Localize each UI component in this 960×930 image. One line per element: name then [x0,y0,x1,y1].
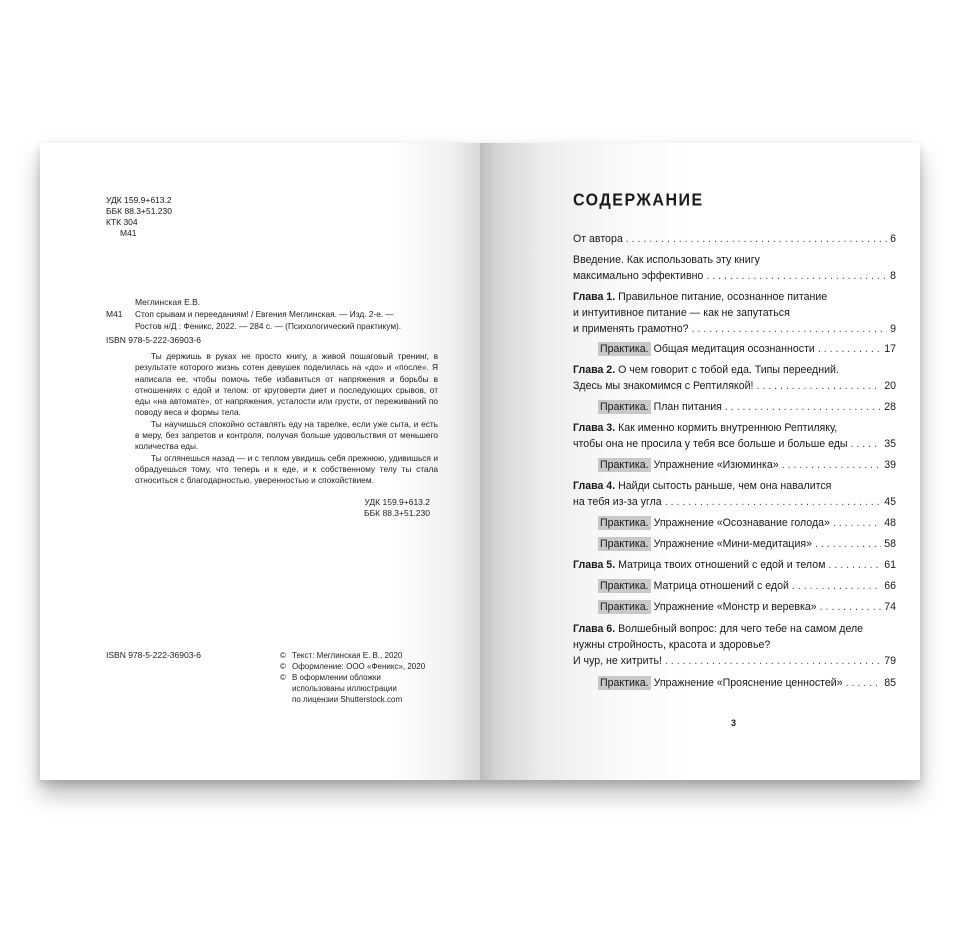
catalog-line-1: Стоп срывам и перееданиям! / Евгения Меглинская. — Изд. 2-е. — [135,309,394,319]
toc-entry-ch4[interactable]: на тебя из-за угла . . . 45 [573,495,896,509]
copyright-line-2: © Оформление: ООО «Феникс», 2020 [280,662,426,671]
toc-entry-ch4-practice-2[interactable]: Практика. Упражнение «Мини-медитация» . . . 58 [600,537,896,551]
practice-label: Практика. [600,401,649,413]
copyright-line-4: использованы иллюстрации [292,684,397,693]
practice-label: Практика. [600,517,649,529]
toc-entry-from-author[interactable]: От автора . . . 6 [573,232,896,246]
toc-entry-ch1[interactable]: и применять грамотно? . . . 9 [573,322,896,336]
toc-entry-intro[interactable]: максимально эффективно . . . 8 [573,269,896,283]
copyright-block [280,650,460,705]
contents-title: СОДЕРЖАНИЕ [573,191,704,211]
practice-label: Практика. [600,677,649,689]
author-heading: Меглинская Е.В. [135,297,201,307]
toc-entry-ch6-line2[interactable]: нужны стройность, красота и здоровье? [573,639,771,651]
toc-entry-ch2-practice[interactable]: Практика. План питания . . . 28 [600,400,896,414]
annotation-paragraph-2: Ты научишься спокойно оставлять еду на тарелке, если уже сыта, и есть в меру, без запретов и контроля, получая больше удовольствия от меньшего количества еды. [135,418,438,452]
toc-entry-ch5-practice-2[interactable]: Практика. Упражнение «Монстр и веревка» . . . 74 [600,600,896,614]
copyright-symbol: © [280,673,286,682]
classification-bottom [290,497,430,519]
isbn-bottom: ISBN 978-5-222-36903-6 [106,650,201,660]
annotation-paragraph-1: Ты держишь в руках не просто книгу, а живой пошаговый тренинг, в результате которого жизнь сотен девушек поделилась на «до» и «после». Я написала ее, чтобы помочь тебе избавиться от напряжения и борьбы в отношениях с едой и телом: от круговерти диет и последующих срывов, от еды «на автомате», от напряжения, усталости или грусти, от переживаний по поводу веса и формы тела. [135,351,438,418]
udk-bottom: УДК 159.9+613.2 [364,497,430,507]
practice-label: Практика. [600,343,649,355]
toc-entry-ch2-line1[interactable]: Глава 2. О чем говорит с тобой еда. Типы переедний. [573,364,839,376]
catalog-line-2: Ростов н/Д : Феникс, 2022. — 284 с. — (Психологический практикум). [135,321,402,331]
toc-entry-ch5[interactable]: Глава 5. Матрица твоих отношений с едой и телом . . . 61 [573,558,896,572]
copyright-line-5: по лицензии Shutterstock.com [292,695,403,704]
open-book-spread [40,143,920,780]
toc-entry-ch4-line1[interactable]: Глава 4. Найди сытость раньше, чем она навалится [573,480,832,492]
toc-entry-ch3[interactable]: чтобы она не просила у тебя все больше и больше еды . . . 35 [573,437,896,451]
annotation-paragraph-3: Ты оглянешься назад — и с теплом увидишь себя прежнюю, удивишься и обрадуешься тому, что теперь и к еде, и к собственному телу ты стала относиться с благодарностью, уверенностью и спокойствием. [135,452,438,486]
ktk-code: КТК 304 [106,217,138,227]
toc-entry-ch6[interactable]: И чур, не хитрить! . . . 79 [573,654,896,668]
copyright-line-1: © Текст: Меглинская Е. В., 2020 [280,651,403,660]
udk-code: УДК 159.9+613.2 [106,195,172,205]
isbn-top: ISBN 978-5-222-36903-6 [106,335,201,345]
contents-page [480,143,920,780]
toc-entry-ch6-line1[interactable]: Глава 6. Волшебный вопрос: для чего тебе на самом деле [573,623,864,635]
toc-entry-intro-line1[interactable]: Введение. Как использовать эту книгу [573,254,760,266]
toc-entry-ch4-practice-1[interactable]: Практика. Упражнение «Осознавание голода» . . . 48 [600,516,896,530]
toc-entry-ch1-line2[interactable]: и интуитивное питание — как не запутаться [573,307,790,319]
toc-entry-ch3-line1[interactable]: Глава 3. Как именно кормить внутреннюю Рептиляку, [573,422,838,434]
page-number: 3 [731,718,737,728]
imprint-page [40,143,480,780]
practice-label: Практика. [600,459,649,471]
copyright-symbol: © [280,651,286,660]
catalog-code: М41 [106,309,123,319]
author-sign: М41 [120,228,137,238]
toc-entry-ch5-practice-1[interactable]: Практика. Матрица отношений с едой . . . 66 [600,579,896,593]
toc-entry-ch1-line1[interactable]: Глава 1. Правильное питание, осознанное питание [573,291,828,303]
practice-label: Практика. [600,538,649,550]
copyright-line-3: © В оформлении обложки [280,673,381,682]
annotation [135,351,438,487]
practice-label: Практика. [600,580,649,592]
bbk-code: ББК 88.3+51.230 [106,206,172,216]
toc-entry-ch3-practice[interactable]: Практика. Упражнение «Изюминка» . . . 39 [600,458,896,472]
bbk-bottom: ББК 88.3+51.230 [364,508,430,518]
practice-label: Практика. [600,601,649,613]
toc-entry-ch1-practice[interactable]: Практика. Общая медитация осознанности . . . 17 [600,342,896,356]
copyright-symbol: © [280,662,286,671]
toc-entry-ch2[interactable]: Здесь мы знакомимся с Рептилякой! . . . 20 [573,379,896,393]
toc-entry-ch6-practice[interactable]: Практика. Упражнение «Прояснение ценностей» . . . 85 [600,676,896,690]
classification-codes [106,195,172,239]
